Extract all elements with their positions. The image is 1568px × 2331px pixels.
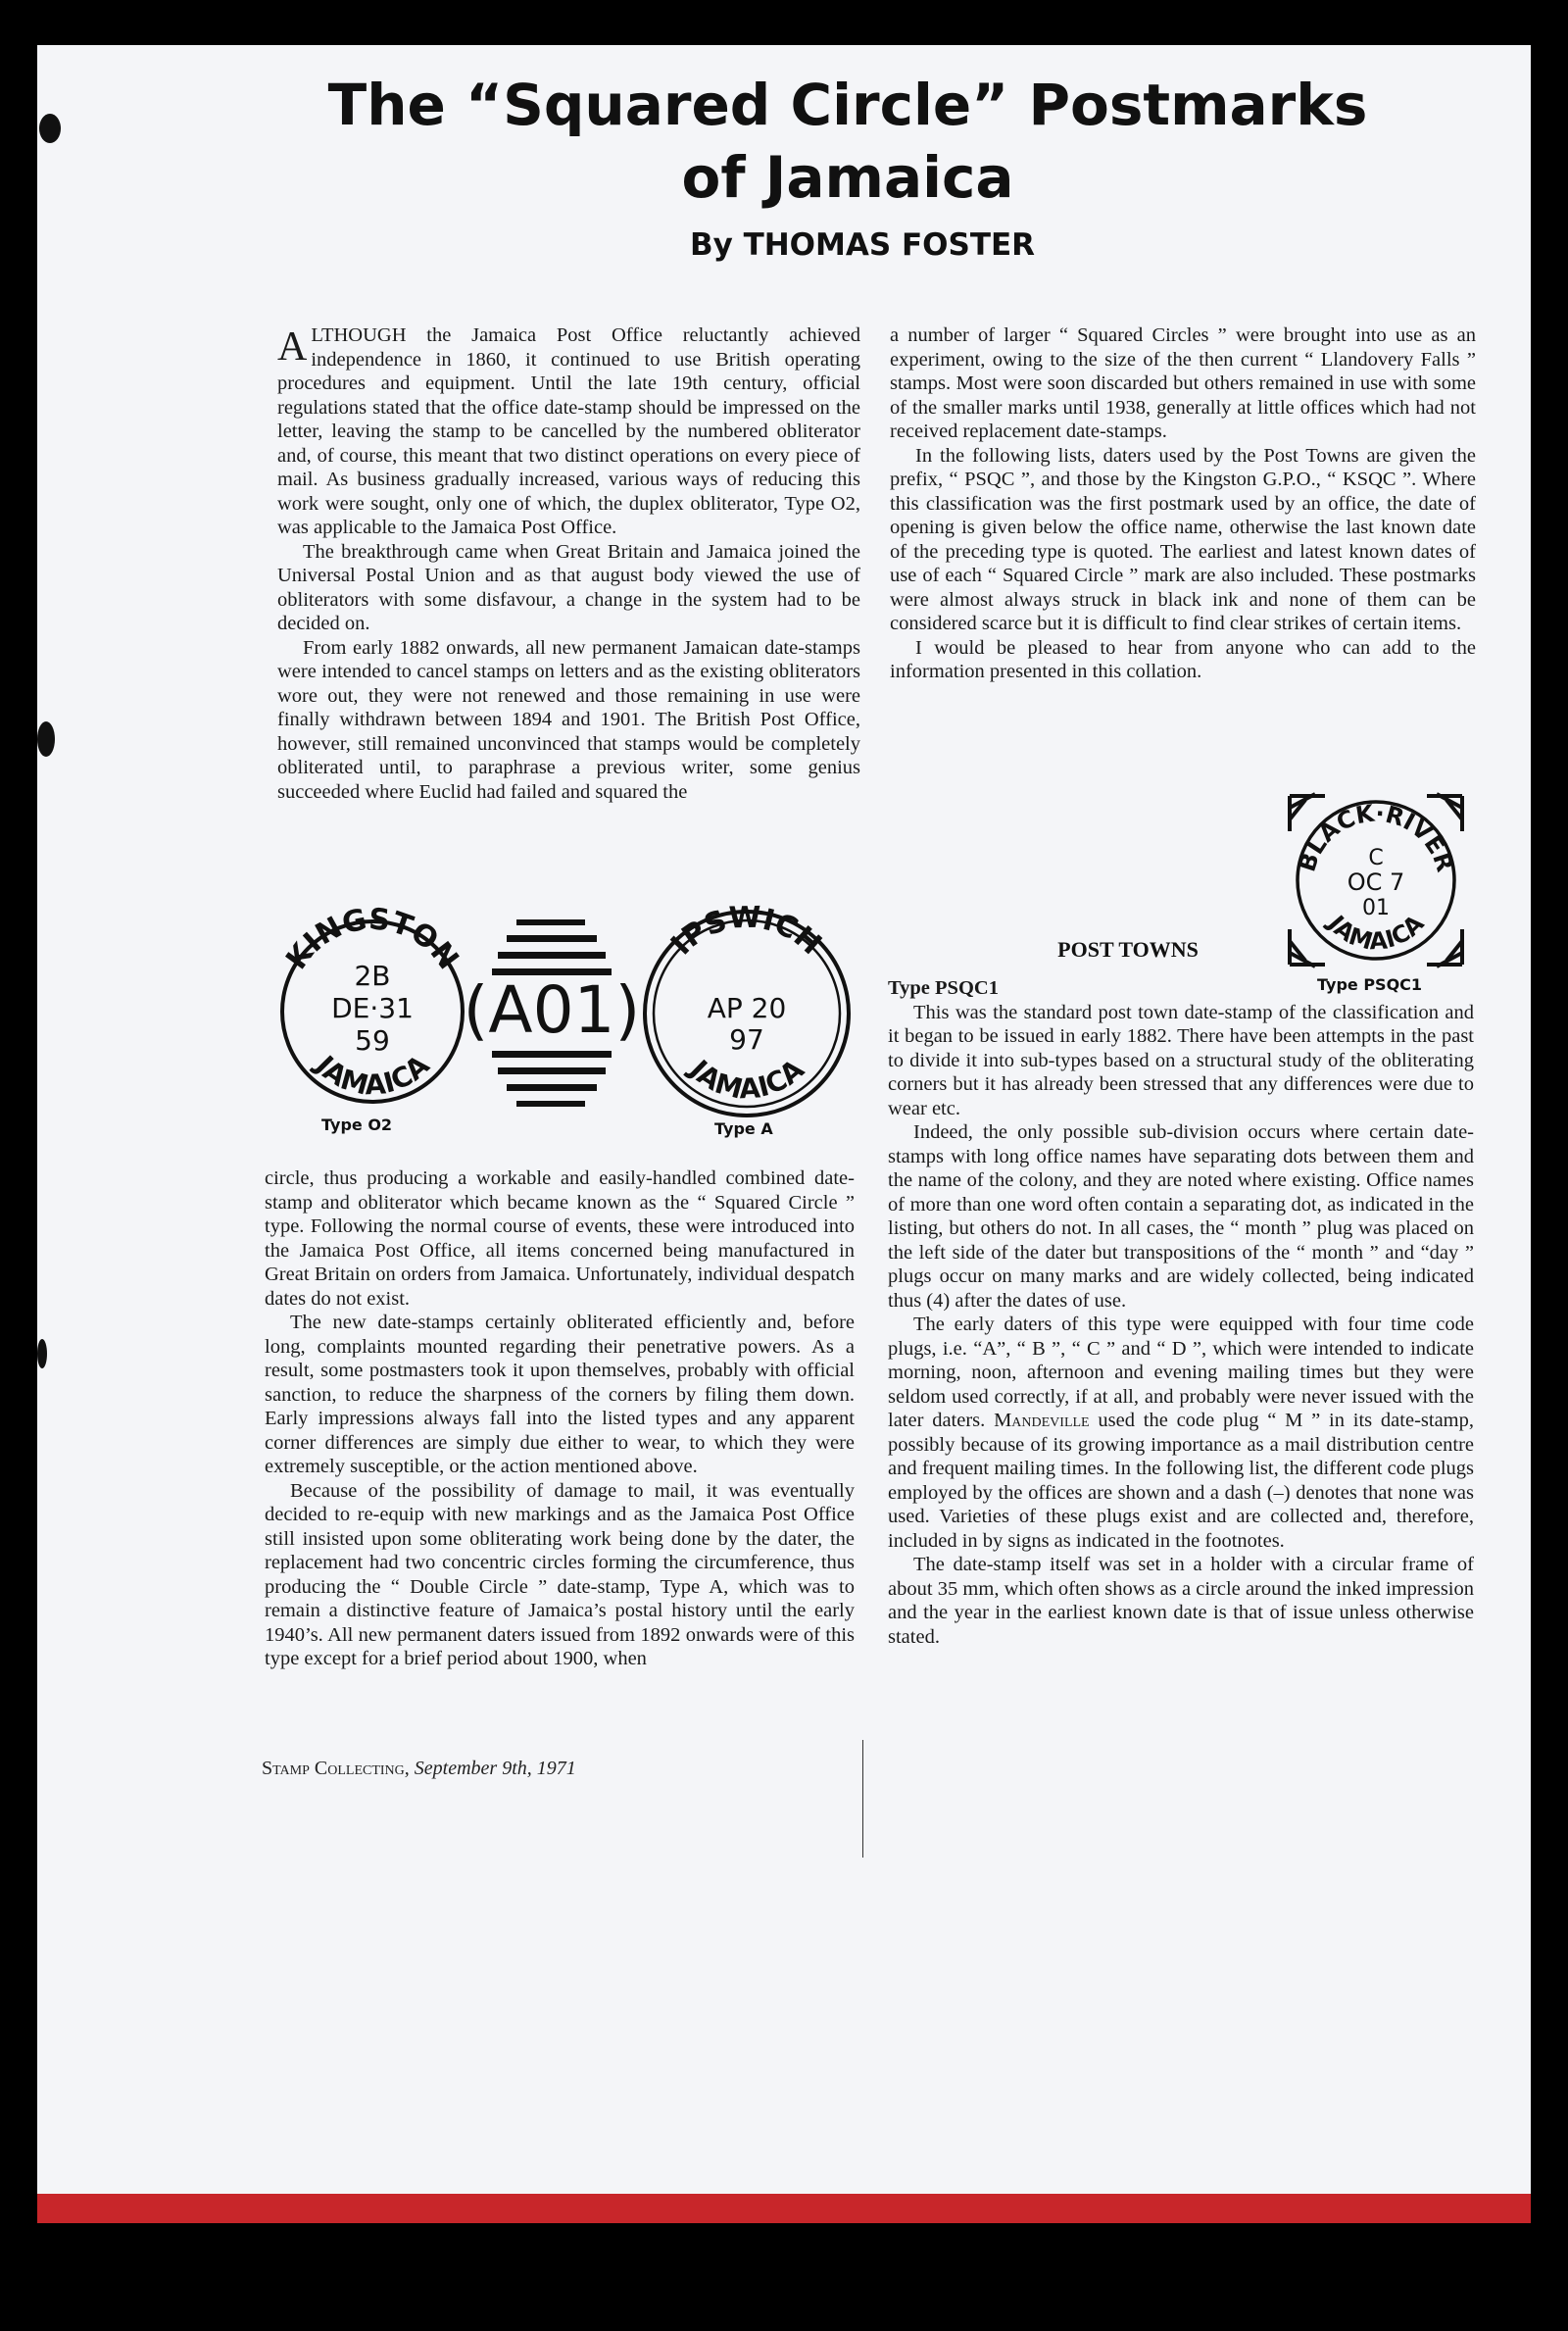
paragraph: In the following lists, daters used by the Post Towns are given the prefix, “ PSQC ”, and those by the Kingston G.P.O., “ KSQC ”. Where this classification was the first postmark used by an office, the date of opening is given below the office name, otherwise the last known date of the preceding type is quoted. The earliest and latest known dates of use of each “ Squared Circle ” mark are also included. These postmarks were almost always struck in black ink and none of them can be considered scarce but it is difficult to find clear strikes of certain items.	[890, 444, 1476, 634]
kingston-type-o2-postmark	[279, 902, 466, 1102]
paragraph: This was the standard post town date-stamp of the classification and it began to be issued in early 1882. There have been attempts in the past to divide it into sub-types based on a structural study of the obliterating corners but it has already been stressed that any differences were due to wear etc.	[888, 1001, 1474, 1119]
right-column-top	[890, 323, 1476, 684]
paragraph: The early daters of this type were equipped with four time code plugs, i.e. “A”, “ B ”, “ C ” and “ D ”, which were intended to indicate morning, noon, afternoon and evening mailing times but they were seldom used correctly, if at all, and probably were never issued with the later daters. Mandeville used the code plug “ M ” in its date-stamp, possibly because of its growing importance as a mail distribution centre and frequent mailing times. In the following list, the different code plugs employed by the offices are shown and a dash (–) denotes that none was used. Varieties of these plugs exist and are collected and, therefore, included in by signs as indicated in the footnotes.	[888, 1314, 1474, 1552]
caption-type-o2: Type O2	[321, 1116, 393, 1134]
binder-hole	[37, 1339, 47, 1368]
right-column-bottom	[888, 976, 1474, 1649]
drop-cap: A	[277, 324, 308, 370]
ipswich-type-a-postmark	[645, 902, 849, 1116]
postmark-colony-name: JAMAICA	[309, 1048, 436, 1102]
paragraph: Because of the possibility of damage to mail, it was eventually decided to re-equip with new markings and as the Jamaica Post Office still insisted upon some obliterating work being done by the dater, the replacement had two concentric circles forming the circumference, thus producing the “ Double Circle ” date-stamp, Type A, which was to remain a distinctive feature of Jamaica’s postal history until the early 1940’s. All new permanent daters issued from 1892 onwards were of this type except for a brief period about 1900, when	[265, 1479, 855, 1669]
postmark-figures	[265, 902, 872, 1127]
footer-citation	[262, 1758, 576, 1780]
subheading-type-psqc1: Type PSQC1	[888, 977, 999, 999]
paragraph: Indeed, the only possible sub-division occurs where certain date-stamps with long office names have separating dots between them and the name of the colony, and they are noted where existing. Office names of more than one word often contain a separating dot, as indicated in the listing, but others do not. In all cases, the “ month ” plug was placed on the left side of the dater but transpositions of the “ month ” and “day ” plugs occur on many marks and are widely collected, being indicated thus (4) after the dates of use.	[888, 1121, 1474, 1312]
paragraph: a number of larger “ Squared Circles ” were brought into use as an experiment, owing to the size of the then current “ Llandovery Falls ” stamps. Most were soon discarded but others remained in use with some of the smaller marks until 1938, generally at little offices which had not received replacement date-stamps.	[890, 324, 1476, 442]
article-title	[294, 69, 1401, 214]
postmark-colony-name: JAMAICA	[1322, 909, 1430, 956]
postmark-town-name: KINGSTON	[279, 902, 466, 976]
byline: By THOMAS FOSTER	[689, 227, 1036, 263]
paragraph: The new date-stamps certainly obliterated efficiently and, before long, complaints mounted regarding their penetrative powers. As a result, some postmasters took it upon themselves, probably with official sanction, to reduce the sharpness of the corners by filing them down. Early impressions always fall into the listed types and any apparent corner differences are simply due either to wear, to which they were extremely susceptible, or the action mentioned above.	[265, 1312, 855, 1477]
binder-hole	[39, 114, 61, 143]
postmark-code: 2B	[354, 960, 391, 992]
postmark-year: 01	[1362, 896, 1390, 920]
town-name-mandeville: Mandeville	[994, 1410, 1090, 1431]
postmark-date: AP 20	[707, 992, 787, 1024]
postmark-date: OC 7	[1347, 868, 1405, 896]
publication-date: September 9th, 1971	[414, 1758, 576, 1779]
left-column-bottom	[265, 1166, 855, 1671]
publication-name: Stamp Collecting,	[262, 1758, 410, 1779]
a01-obliterator	[464, 919, 641, 1107]
paragraph: From early 1882 onwards, all new permanent Jamaican date-stamps were intended to cancel stamps on letters and as the existing obliterators wore out, they were not renewed and those remaining in use were finally withdrawn between 1894 and 1901. The British Post Office, however, still remained unconvinced that stamps would be completely obliterated until, to paraphrase a previous writer, some genius succeeded where Euclid had failed and squared the	[277, 636, 860, 803]
paragraph: The date-stamp itself was set in a holder with a circular frame of about 35 mm, which often shows as a circle around the inked impression and the year in the earliest known date is that of issue unless otherwise stated.	[888, 1554, 1474, 1648]
postmark-town-name: IPSWICH	[664, 902, 828, 963]
caption-type-psqc1: Type PSQC1	[1317, 975, 1423, 994]
paragraph: ALTHOUGH the Jamaica Post Office reluctantly achieved independence in 1860, it continued to use British operating procedures and equipment. Until the late 19th century, official regulations stated that the office date-stamp should be impressed on the letter, leaving the stamp to be cancelled by the numbered obliterator and, of course, this meant that two distinct operations on every piece of mail. As business gradually increased, various ways of reducing this work were sought, only one of which, the duplex obliterator, Type O2, was applicable to the Jamaica Post Office.	[277, 324, 860, 538]
paragraph: I would be pleased to hear from anyone who can add to the information presented in this collation.	[890, 636, 1476, 682]
left-column-top	[277, 323, 860, 804]
title-line-2: of Jamaica	[681, 144, 1014, 211]
postmark-code: C	[1368, 846, 1384, 870]
caption-type-a: Type A	[714, 1119, 773, 1138]
postmark-date: DE·31	[331, 992, 414, 1024]
paragraph: circle, thus producing a workable and easily-handled combined date-stamp and obliterator which became known as the “ Squared Circle ” type. Following the normal course of events, these were introduced into the Jamaica Post Office, all items concerned being manufactured in Great Britain on orders from Jamaica. Unfortunately, individual despatch dates do not exist.	[265, 1167, 855, 1310]
postmark-year: 59	[355, 1024, 390, 1057]
obliterator-number: (A01)	[463, 972, 641, 1048]
binder-hole	[37, 721, 55, 757]
paragraph: The breakthrough came when Great Britain and Jamaica joined the Universal Postal Union and as that august body viewed the use of obliterators with some disfavour, a change in the system had to be decided on.	[277, 540, 860, 634]
postmark-colony-name: JAMAICA	[683, 1053, 810, 1106]
column-rule	[862, 1740, 863, 1858]
postmark-year: 97	[729, 1023, 764, 1056]
title-line-1: The “Squared Circle” Postmarks	[327, 72, 1368, 138]
postmark-town-name: BLACK·RIVER	[1293, 799, 1459, 875]
binder-red-strip	[37, 2194, 1531, 2223]
section-heading-post-towns: POST TOWNS	[1057, 937, 1199, 962]
